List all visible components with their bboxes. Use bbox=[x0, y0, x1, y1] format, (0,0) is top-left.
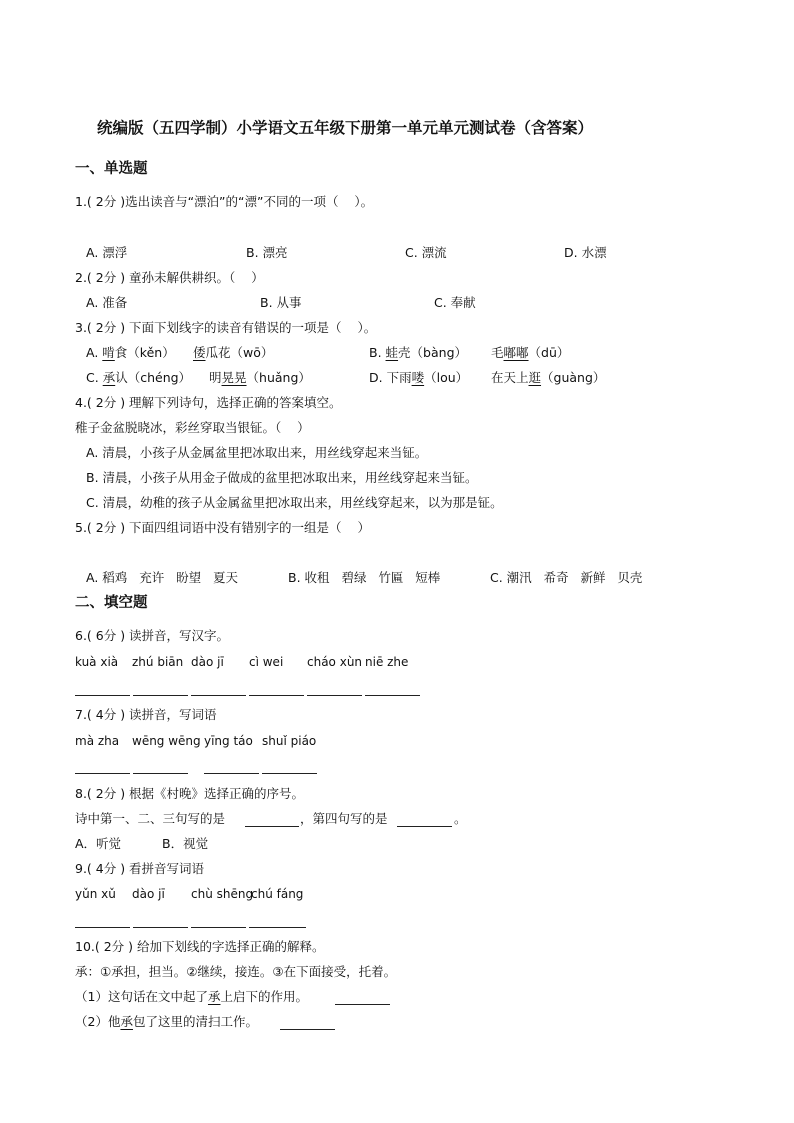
question-10-answer-blank-2[interactable] bbox=[280, 1029, 335, 1030]
question-9-answer-blank-3[interactable] bbox=[191, 927, 246, 928]
question-3-option-c: C. 承认（chéng） bbox=[86, 370, 192, 385]
question-10-answer-blank-1[interactable] bbox=[335, 1004, 390, 1005]
question-9-pinyin-3: chù shēng bbox=[191, 887, 254, 901]
question-2-stem: 2.( 2分 ) 童孙未解供耕织。（ ） bbox=[75, 270, 264, 285]
question-3-option-d-second: 在天上逛（guàng） bbox=[491, 370, 606, 385]
question-3-option-b: B. 蛙壳（bàng） bbox=[369, 345, 467, 360]
question-3-stem: 3.( 2分 ) 下面下划线字的读音有错误的一项是（ ）。 bbox=[75, 320, 377, 335]
question-8-line-part-2: ，第四句写的是 bbox=[300, 811, 388, 826]
question-1-stem: 1.( 2分 )选出读音与“漂泊”的“漂”不同的一项（ ）。 bbox=[75, 194, 374, 209]
question-8-option-b: B．视觉 bbox=[162, 836, 209, 851]
question-6-pinyin-5: cháo xùn bbox=[307, 655, 363, 669]
question-6-answer-blank-1[interactable] bbox=[75, 695, 130, 696]
question-9-pinyin-1: yǔn xǔ bbox=[75, 887, 116, 901]
question-3-option-a: A. 啃食（kěn） bbox=[86, 345, 175, 360]
question-7-pinyin-4: shuǐ piáo bbox=[262, 734, 317, 748]
question-7-pinyin-1: mà zha bbox=[75, 734, 120, 748]
question-8-answer-blank-1[interactable] bbox=[245, 826, 299, 827]
question-6-pinyin-2: zhú biān bbox=[132, 655, 184, 669]
question-9-pinyin-4: chú fáng bbox=[251, 887, 304, 901]
question-1-option-c: C. 漂流 bbox=[405, 245, 447, 260]
question-1-option-a: A. 漂浮 bbox=[86, 245, 128, 260]
section-heading-fill-in: 二、填空题 bbox=[75, 595, 148, 611]
question-5-stem: 5.( 2分 ) 下面四组词语中没有错别字的一组是（ ） bbox=[75, 520, 370, 535]
question-6-pinyin-6: niē zhe bbox=[365, 655, 409, 669]
question-10-sentence-1: （1）这句话在文中起了承上启下的作用。 bbox=[75, 989, 308, 1004]
question-8-option-a: A．听觉 bbox=[75, 836, 122, 851]
question-5-option-b: B. 收租 碧绿 竹匾 短棒 bbox=[288, 570, 441, 585]
question-7-pinyin-3: yīng táo bbox=[204, 734, 253, 748]
question-6-answer-blank-5[interactable] bbox=[307, 695, 362, 696]
question-9-answer-blank-4[interactable] bbox=[249, 927, 306, 928]
question-8-line-part-1: 诗中第一、二、三句写的是 bbox=[75, 811, 226, 826]
question-7-pinyin-2: wēng wēng bbox=[132, 734, 201, 748]
question-10-stem: 10.( 2分 ) 给加下划线的字选择正确的解释。 bbox=[75, 939, 325, 954]
question-2-option-c: C. 奉献 bbox=[434, 295, 476, 310]
question-6-stem: 6.( 6分 ) 读拼音，写汉字。 bbox=[75, 628, 230, 643]
question-6-answer-blank-3[interactable] bbox=[191, 695, 246, 696]
question-6-pinyin-1: kuà xià bbox=[75, 655, 119, 669]
question-7-answer-blank-2[interactable] bbox=[133, 773, 188, 774]
question-9-pinyin-2: dào jī bbox=[132, 887, 165, 901]
question-4-option-a: A. 清晨，小孩子从金属盆里把冰取出来，用丝线穿起来当钲。 bbox=[86, 445, 428, 460]
question-2-option-a: A. 准备 bbox=[86, 295, 128, 310]
question-6-answer-blank-6[interactable] bbox=[365, 695, 420, 696]
question-6-pinyin-4: cì wei bbox=[249, 655, 284, 669]
question-4-option-b: B. 清晨，小孩子从用金子做成的盆里把冰取出来，用丝线穿起来当钲。 bbox=[86, 470, 478, 485]
question-6-answer-blank-4[interactable] bbox=[249, 695, 304, 696]
question-5-option-c: C. 潮汛 希奇 新鲜 贝壳 bbox=[490, 570, 643, 585]
question-4-stem: 4.( 2分 ) 理解下列诗句，选择正确的答案填空。 bbox=[75, 395, 342, 410]
question-7-answer-blank-4[interactable] bbox=[262, 773, 317, 774]
question-6-pinyin-3: dào jī bbox=[191, 655, 224, 669]
section-heading-single-choice: 一、单选题 bbox=[75, 161, 148, 177]
question-2-option-b: B. 从事 bbox=[260, 295, 302, 310]
question-7-answer-blank-3[interactable] bbox=[204, 773, 259, 774]
question-1-option-b: B. 漂亮 bbox=[246, 245, 288, 260]
question-1-option-d: D. 水漂 bbox=[564, 245, 607, 260]
question-6-answer-blank-2[interactable] bbox=[133, 695, 188, 696]
question-10-sentence-2: （2）他承包了这里的清扫工作。 bbox=[75, 1014, 258, 1029]
page-title: 统编版（五四学制）小学语文五年级下册第一单元单元测试卷（含答案） bbox=[97, 119, 594, 137]
question-4-poem: 稚子金盆脱晓冰，彩丝穿取当银钲。（ ） bbox=[75, 420, 310, 435]
question-9-answer-blank-2[interactable] bbox=[133, 927, 188, 928]
question-3-option-c-second: 明晃晃（huǎng） bbox=[209, 370, 311, 385]
question-7-answer-blank-1[interactable] bbox=[75, 773, 130, 774]
question-9-answer-blank-1[interactable] bbox=[75, 927, 130, 928]
question-3-option-a-second: 倭瓜花（wō） bbox=[193, 345, 274, 360]
question-10-definition: 承：①承担，担当。②继续，接连。③在下面接受，托着。 bbox=[75, 964, 397, 979]
question-5-option-a: A. 稻鸡 充许 盼望 夏天 bbox=[86, 570, 239, 585]
question-3-option-b-second: 毛嘟嘟（dū） bbox=[491, 345, 570, 360]
question-9-stem: 9.( 4分 ) 看拼音写词语 bbox=[75, 861, 205, 876]
question-8-line-end: 。 bbox=[454, 811, 467, 826]
question-4-option-c: C. 清晨，幼稚的孩子从金属盆里把冰取出来，用丝线穿起来，以为那是钲。 bbox=[86, 495, 503, 510]
question-8-stem: 8.( 2分 ) 根据《村晚》选择正确的序号。 bbox=[75, 786, 305, 801]
question-8-answer-blank-2[interactable] bbox=[397, 826, 452, 827]
question-3-option-d: D. 下雨喽（lou） bbox=[369, 370, 469, 385]
question-7-stem: 7.( 4分 ) 读拼音，写词语 bbox=[75, 707, 217, 722]
